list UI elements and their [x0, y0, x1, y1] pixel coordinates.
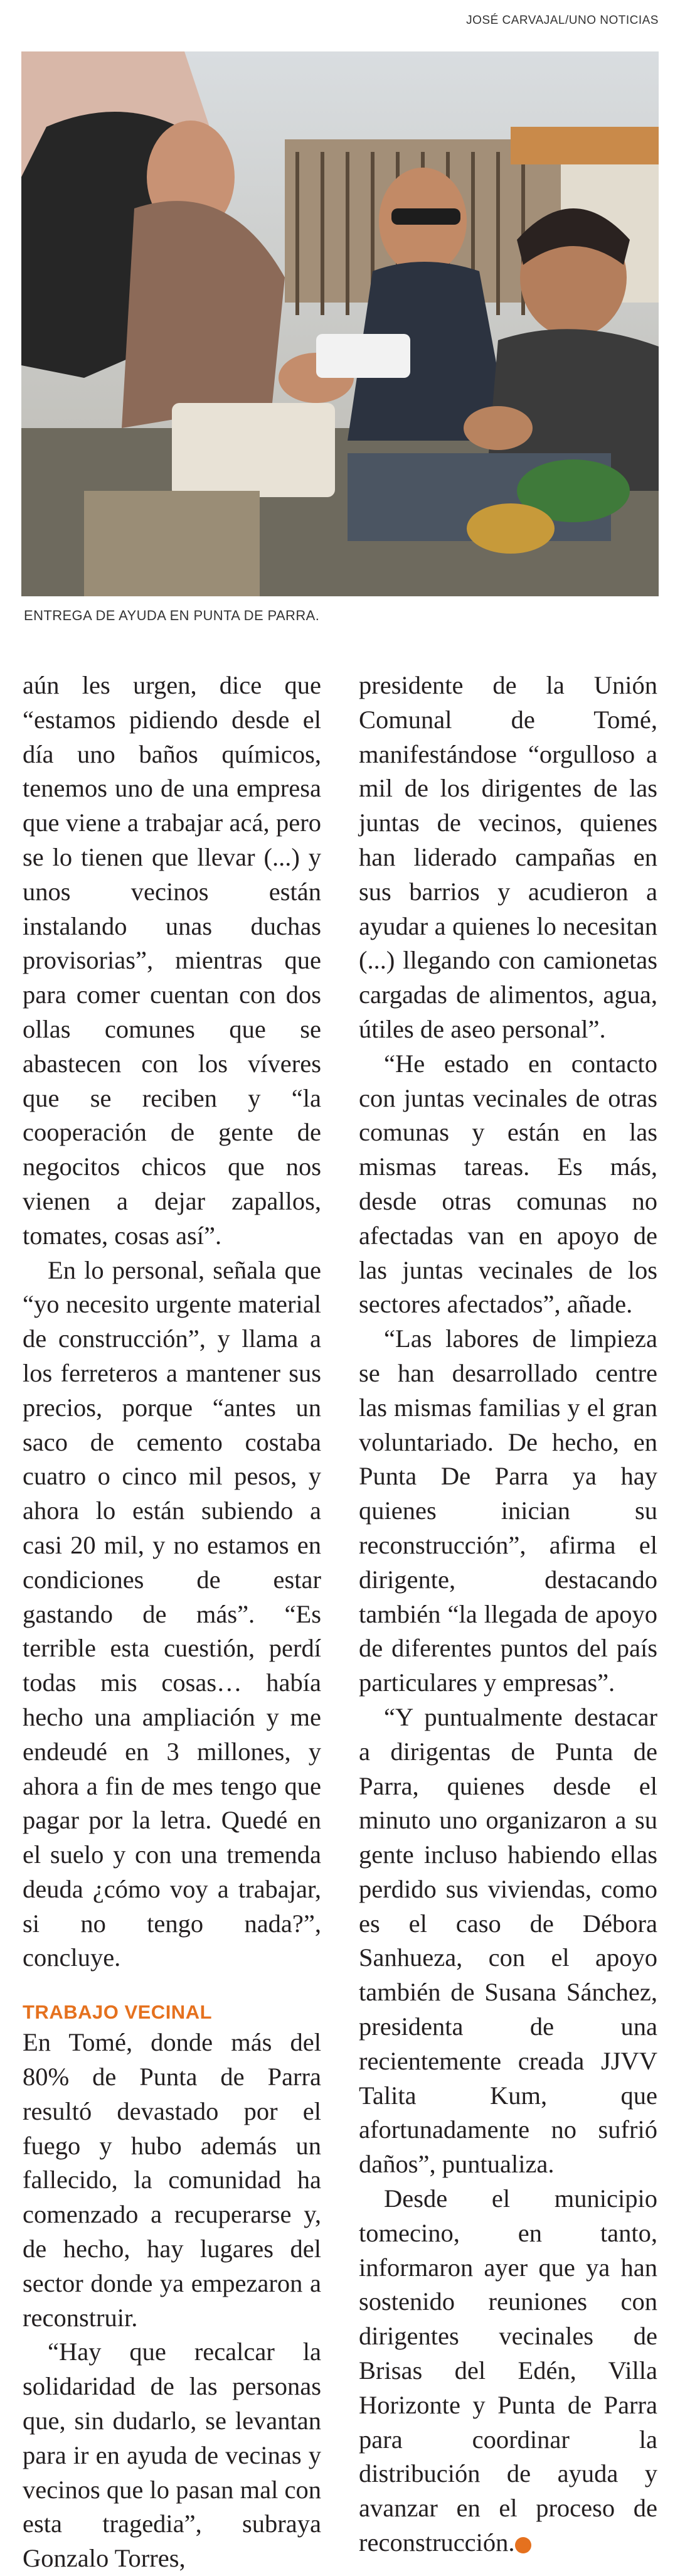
paragraph: “Las labores de limpieza se han desarrollado centre las mismas familias y el gran voluntariado. De hecho, en Punta De Parra ya hay quienes inician su reconstrucción”, afirma el dirigente, destacando también “la llegada de apoyo de diferentes puntos del país particulares y empresas”. — [359, 1324, 657, 1697]
news-photo — [21, 51, 659, 596]
paragraph: “Y puntualmente destacar a dirigentas de Punta de Parra, quienes desde el minuto uno organizaron a su gente incluso habiendo ellas perdido sus viviendas, como es el caso de Débora Sanhueza, con el apoyo también de Susana Sánchez, presidenta de una recientemente creada JJVV Talita Kum, que afortunadamente no sufrió daños”, puntualiza. — [359, 1702, 657, 2179]
section-subhead: TRABAJO VECINAL — [23, 2001, 213, 2024]
paragraph: “He estado en contacto con juntas vecinales de otras comunas y están en las mismas tareas. Es más, desde otras comunas no afectadas van en apoyo de las juntas vecinales de los sectores afectados”, añade. — [359, 1049, 657, 1319]
article-column-right — [359, 668, 657, 2560]
paragraph: “Hay que recalcar la solidaridad de las personas que, sin dudarlo, se levantan para ir en ayuda de vecinas y vecinos que lo pasan mal con esta tragedia”, subraya Gonzalo Torres, — [23, 2337, 321, 2573]
photo-credit: JOSÉ CARVAJAL/UNO NOTICIAS — [466, 14, 659, 27]
photo-caption: ENTREGA DE AYUDA EN PUNTA DE PARRA. — [24, 608, 320, 623]
paragraph: En lo personal, señala que “yo necesito urgente material de construcción”, y llama a los ferreteros a mantener sus precios, porque “antes un saco de cemento costaba cuatro o cinco mil pesos, y ahora lo están subiendo a casi 20 mil, y no estamos en condiciones de estar gastando de más”. “Es terrible esta cuestión, perdí todas mis cosas… había hecho una ampliación y me endeudé en 3 millones, y ahora a fin de mes tengo que pagar por la letra. Quedé en el suelo y con una tremenda deuda ¿cómo voy a trabajar, si no tengo nada?”, concluye. — [23, 1255, 321, 1972]
paragraph: En Tomé, donde más del 80% de Punta de Parra resultó devastado por el fuego y hubo además un fallecido, la comunidad ha comenzado a recuperarse y, de hecho, hay lugares del sector donde ya empezaron a reconstruir. — [23, 2028, 321, 2332]
paragraph: presidente de la Unión Comunal de Tomé, manifestándose “orgulloso a mil de los dirigentes de las juntas de vecinos, quienes han liderado campañas en sus barrios y acudieron a ayudar a quienes lo necesitan (...) llegando con camionetas cargadas de alimentos, agua, útiles de aseo personal”. — [359, 671, 657, 1043]
article-column-left — [23, 668, 321, 2576]
photo-illustration — [21, 51, 659, 596]
end-mark-icon: ✪ — [515, 2537, 531, 2553]
paragraph-last — [359, 2182, 657, 2560]
paragraph: aún les urgen, dice que “estamos pidiendo desde el día uno baños químicos, tenemos uno de una empresa que viene a trabajar acá, pero se lo tienen que llevar (...) y unos vecinos están instalando unas duchas provisorias”, mientras que para comer cuentan con dos ollas comunes que se abastecen con los víveres que se reciben y “la cooperación de gente de negocitos chicos que nos vienen a dejar zapallos, tomates, cosas así”. — [23, 671, 321, 1250]
paragraph-text: Desde el municipio tomecino, en tanto, informaron ayer que ya han sostenido reuniones con dirigentes vecinales de Brisas del Edén, Villa Horizonte y Punta de Parra para coordinar la distribución de ayuda y avanzar en el proceso de reconstrucción. — [359, 2184, 657, 2557]
